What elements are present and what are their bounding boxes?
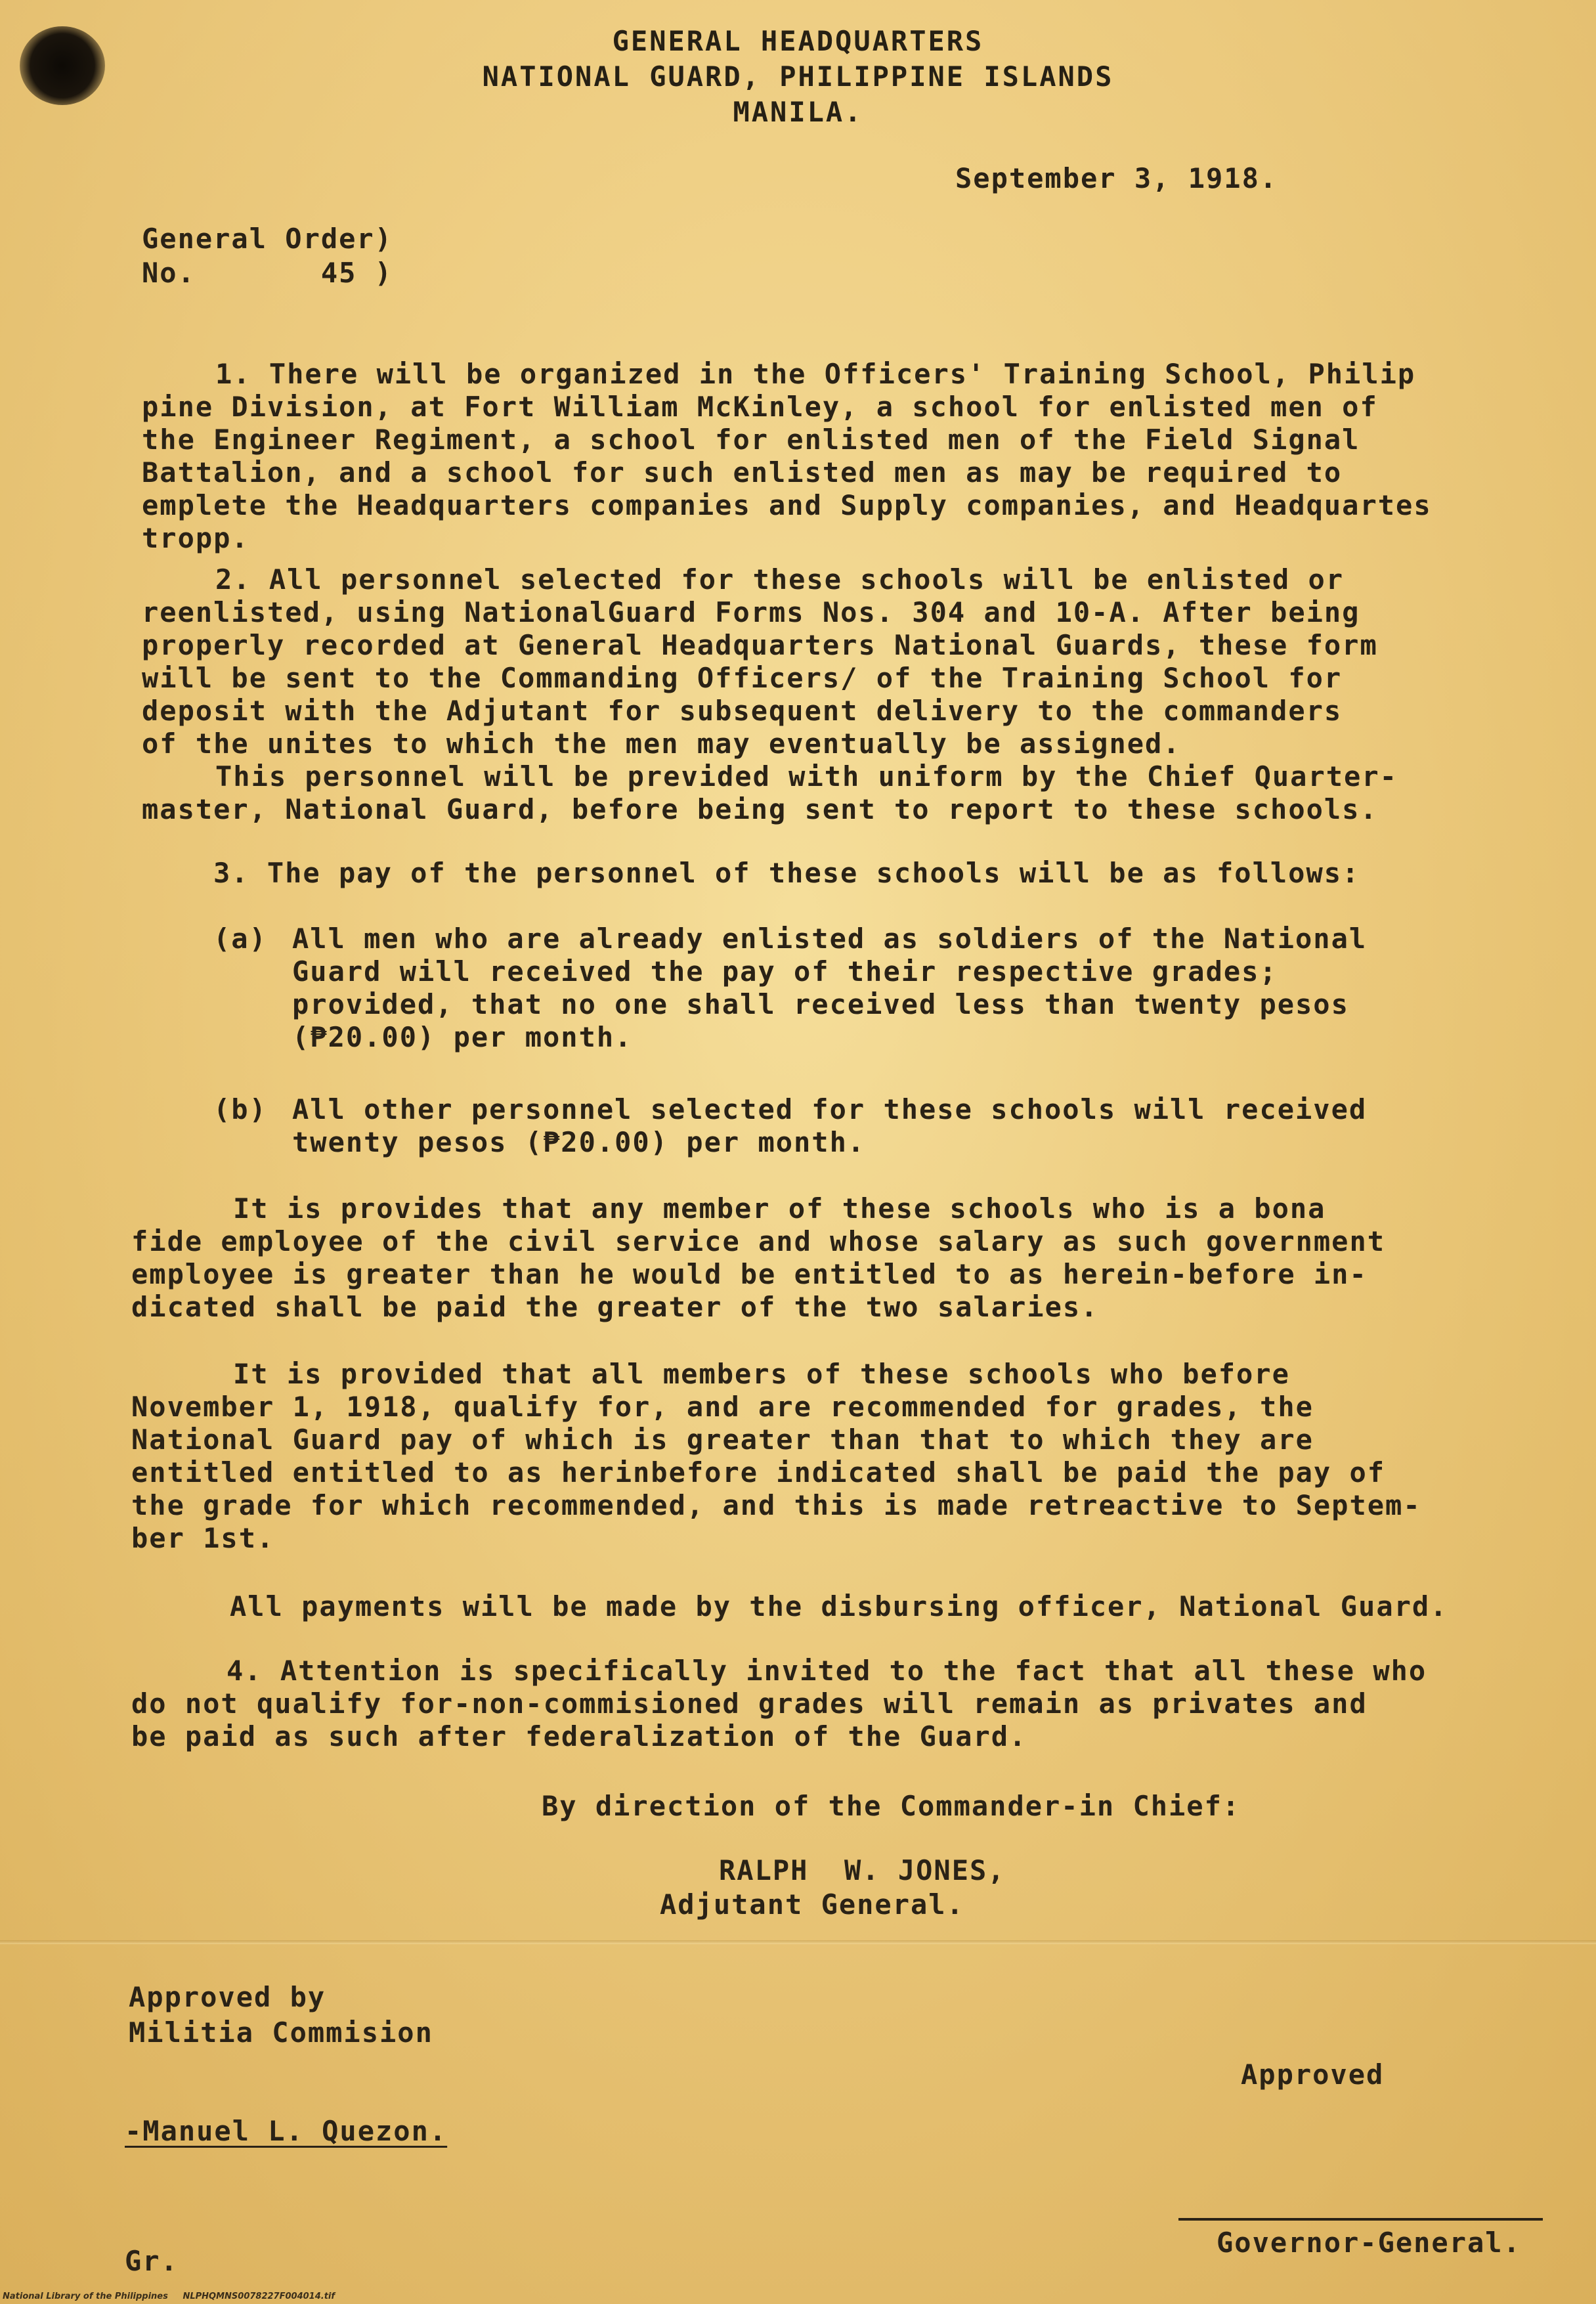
header-line-3: MANILA. [733,96,863,128]
approved-label: Approved [1241,2058,1385,2091]
item-b-text: All other personnel selected for these schools will received twenty pesos (₱20.00) per month. [292,1093,1368,1158]
paragraph-1: 1. There will be organized in the Officers' Training School, Philip pine Division, at Fort William McKinley, a school for enlisted men of the Engineer Regiment, a school for enlisted men of the Field Signal Battalion, and a school for such enlisted men as may be required to emplete the Headquarters companies and Supply companies, and Headquartes tropp. [142,358,1432,554]
direction-line: By direction of the Commander-in Chief: [542,1790,1241,1822]
paragraph-2: 2. All personnel selected for these schools will be enlisted or reenlisted, using NationalGuard Forms Nos. 304 and 10-A. After being properly recorded at General Headquarters National Guards, these form will be sent to the Commanding Officers/ of the Training School for deposit with the Adjutant for subsequent delivery to the commanders of the unites to which the men may eventually be assigned. [142,563,1378,760]
gr-initials: Gr. [125,2245,179,2277]
signer-name: RALPH W. JONES, [719,1854,1006,1886]
governor-signature-line [1178,2218,1543,2221]
item-a-label: (a) [213,923,267,955]
quezon-signature: -Manuel L. Quezon. [125,2115,448,2147]
paragraph-3: 3. The pay of the personnel of these schools will be as follows: [213,857,1360,889]
general-order-line-2: No. 45 ) [142,257,393,289]
militia-commission-label: Militia Commision [129,2016,433,2049]
general-order-line-1: General Order) [142,223,393,255]
governor-general-label: Governor-General. [1217,2227,1521,2259]
header-line-2: NATIONAL GUARD, PHILIPPINE ISLANDS [482,60,1114,93]
paragraph-4-attention: 4. Attention is specifically invited to the fact that all these who do not qualify for-non-commisioned grades will remain as privates and be paid as such after federalization of the Guard. [131,1655,1427,1752]
paragraph-payments: All payments will be made by the disbursing officer, National Guard. [230,1590,1448,1622]
paragraph-2-uniform: This personnel will be previded with uniform by the Chief Quarter- master, National Guard, before being sent to report to these schools. [142,760,1398,825]
item-b-label: (b) [213,1093,267,1125]
paragraph-grades: It is provided that all members of these schools who before November 1, 1918, qualify for, and are recommended for grades, the National Guard pay of which is greater than that to which they are entitled entitled to as herinbefore indicated shall be paid the pay of the grade for which recommended, and this is made retreactive to Septem- ber 1st. [131,1358,1421,1554]
header-line-1: GENERAL HEADQUARTERS [612,25,984,57]
paper-fold [0,1940,1596,1944]
signer-title: Adjutant General. [660,1888,964,1921]
archive-footer: National Library of the Philippines NLPHQMNS0078227F004014.tif [3,2292,335,2301]
paragraph-civil-service: It is provides that any member of these schools who is a bona fide employee of the civil service and whose salary as such government employee is greater than he would be entitled to as herein-before in- dicated shall be paid the greater of the two salaries. [131,1192,1386,1323]
approved-by-label: Approved by [129,1981,326,2013]
document-date: September 3, 1918. [955,162,1278,194]
item-a-text: All men who are already enlisted as soldiers of the National Guard will received the pay of their respective grades; provided, that no one shall received less than twenty pesos (₱20.00) per month. [292,923,1368,1053]
